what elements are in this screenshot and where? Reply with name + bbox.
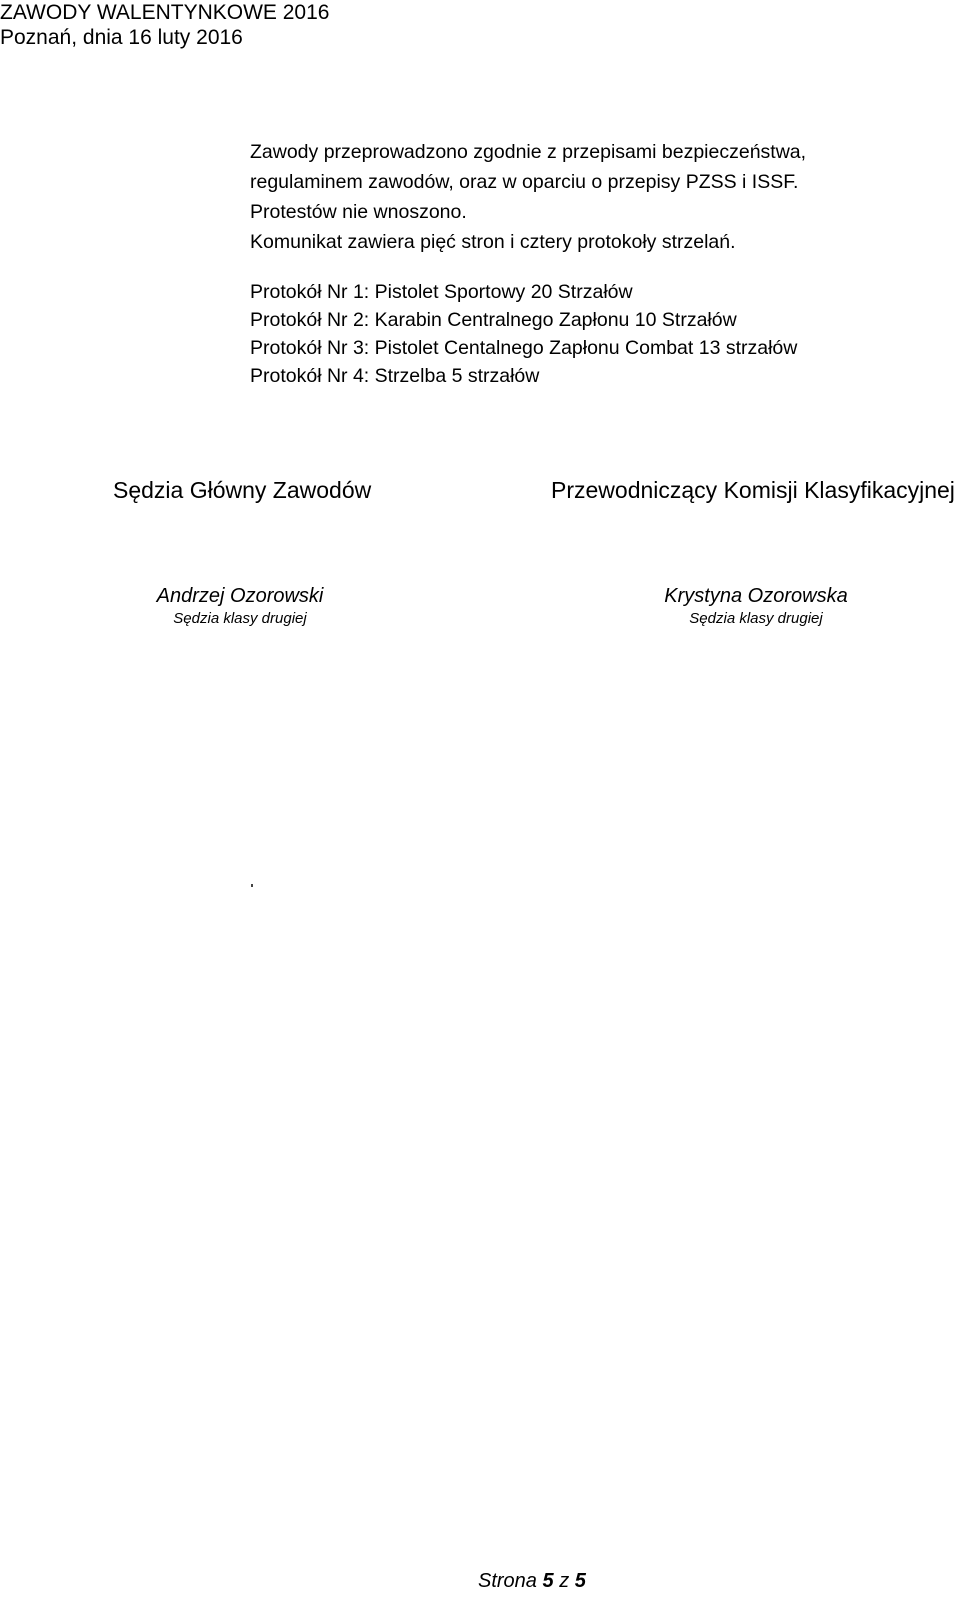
- chief-judge-rank: Sędzia klasy drugiej: [173, 610, 307, 627]
- committee-chair-name: Krystyna Ozorowska: [664, 585, 848, 607]
- page-label: Strona: [478, 1570, 537, 1592]
- protocol-item: Protokół Nr 4: Strzelba 5 strzałów: [250, 365, 540, 387]
- protocol-list: [250, 278, 797, 390]
- stray-mark: [251, 884, 253, 887]
- protocol-item: Protokół Nr 1: Pistolet Sportowy 20 Strzałów: [250, 281, 633, 303]
- current-page-number: 5: [542, 1570, 554, 1592]
- event-title: ZAWODY WALENTYNKOWE 2016: [0, 1, 330, 24]
- chief-judge-title: Sędzia Główny Zawodów: [113, 477, 372, 503]
- place-date: Poznań, dnia 16 luty 2016: [0, 26, 243, 49]
- committee-chair-signature: [576, 583, 936, 629]
- committee-chair-rank: Sędzia klasy drugiej: [689, 610, 823, 627]
- committee-chair-title: Przewodniczący Komisji Klasyfikacyjnej: [551, 477, 955, 503]
- page-footer: [478, 1570, 586, 1593]
- page-of-label: z: [559, 1570, 570, 1592]
- document-header: [0, 0, 329, 50]
- statement-line: regulaminem zawodów, oraz w oparciu o przepisy PZSS i ISSF.: [250, 171, 799, 193]
- protocol-item: Protokół Nr 2: Karabin Centralnego Zapłonu 10 Strzałów: [250, 309, 737, 331]
- statement-line: Protestów nie wnoszono.: [250, 201, 467, 223]
- statement-line: Komunikat zawiera pięć stron i cztery protokoły strzelań.: [250, 231, 736, 253]
- chief-judge-signature: [60, 583, 420, 629]
- total-pages-number: 5: [574, 1570, 586, 1592]
- statement-paragraphs: [250, 137, 806, 257]
- statement-line: Zawody przeprowadzono zgodnie z przepisami bezpieczeństwa,: [250, 141, 807, 163]
- chief-judge-name: Andrzej Ozorowski: [156, 585, 324, 607]
- protocol-item: Protokół Nr 3: Pistolet Centalnego Zapłonu Combat 13 strzałów: [250, 337, 798, 359]
